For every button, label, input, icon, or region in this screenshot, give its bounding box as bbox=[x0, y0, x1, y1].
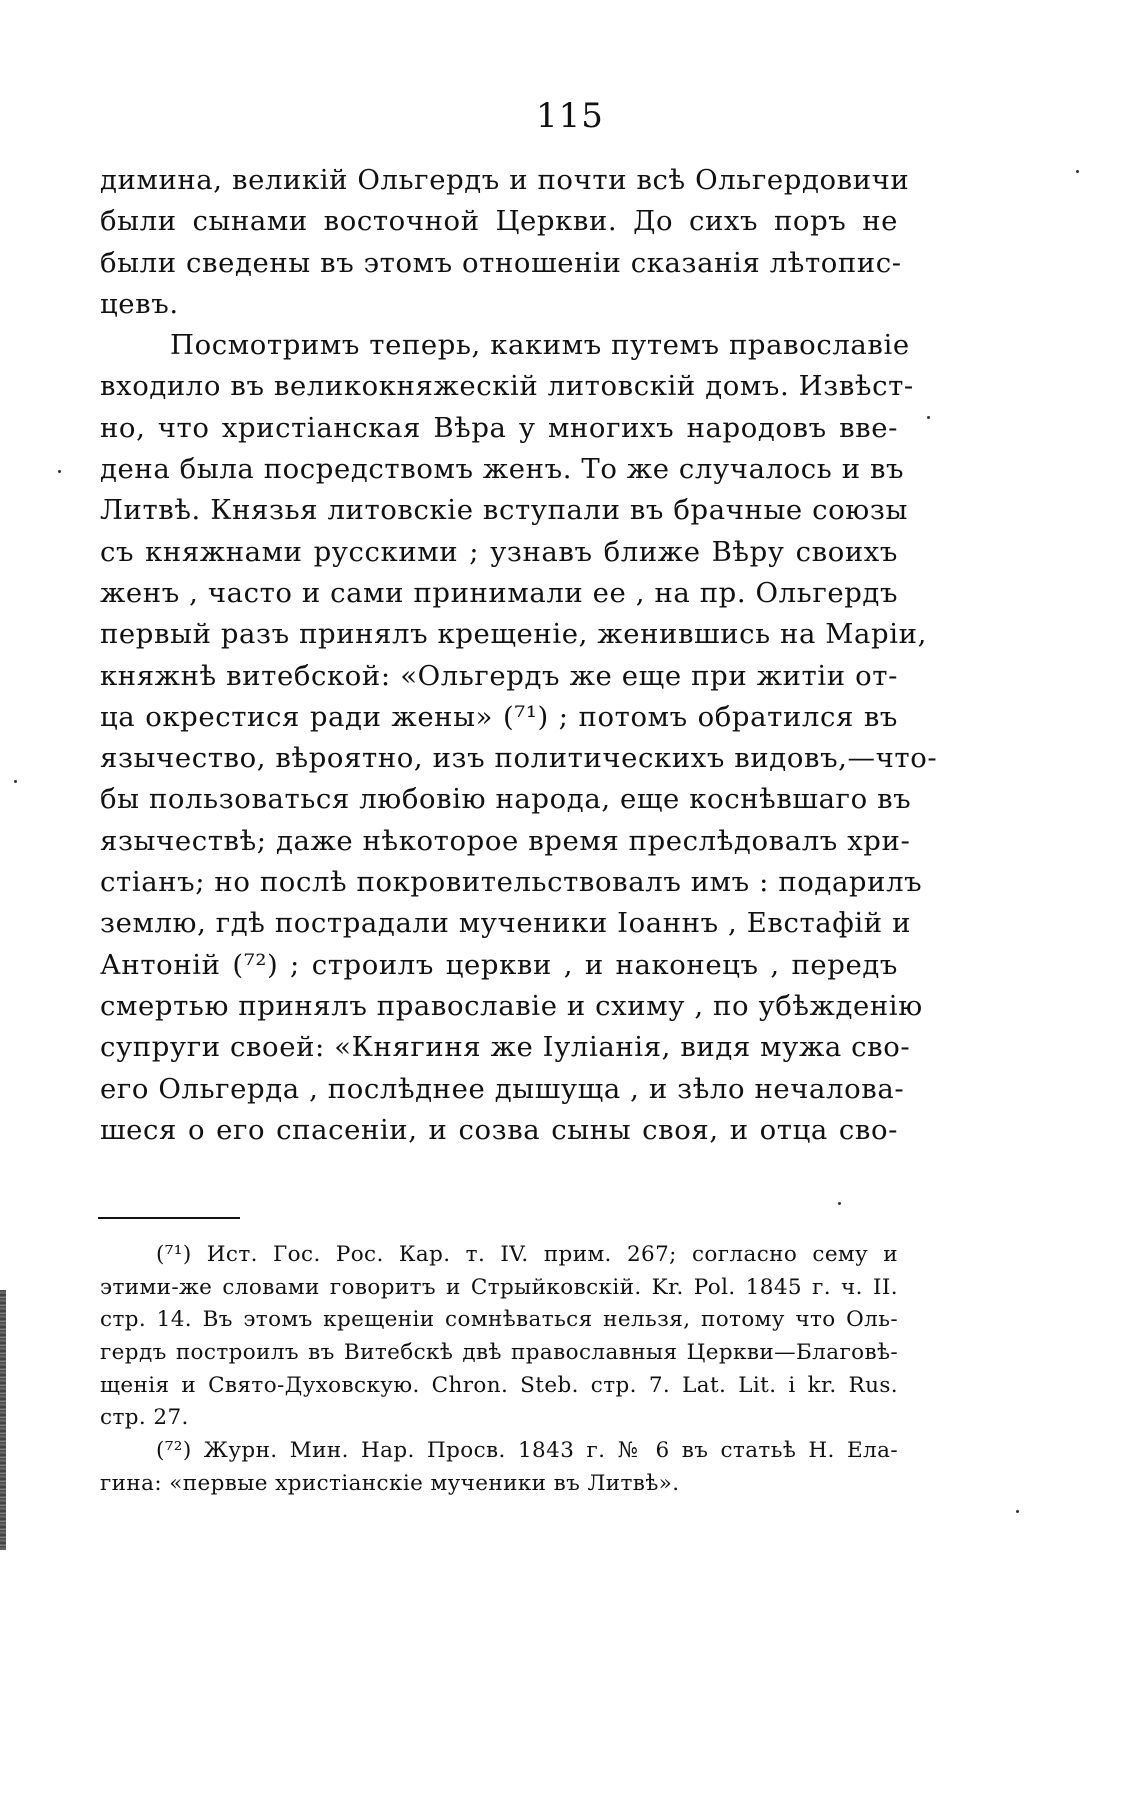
main-text bbox=[100, 160, 938, 1151]
text-line: княжнѣ витебской: «Ольгердъ же еще при житіи от- bbox=[100, 659, 898, 692]
scan-speck bbox=[58, 470, 61, 473]
scan-binding-edge bbox=[0, 1290, 6, 1550]
text-line: супруги своей: «Княгиня же Іуліанія, видя мужа сво- bbox=[100, 1031, 911, 1064]
text-line: язычествѣ; даже нѣкоторое время преслѣдовалъ хри- bbox=[100, 824, 911, 857]
text-line: землю, гдѣ пострадали мученики Іоаннъ , Евстафій и bbox=[100, 907, 912, 940]
footnote-line: гина: «первые христіанскіе мученики въ Литвѣ». bbox=[100, 1470, 680, 1496]
text-line: димина, великій Ольгердъ и почти всѣ Ольгердовичи bbox=[100, 164, 910, 196]
scan-speck bbox=[1016, 1510, 1019, 1513]
text-line: цевъ. bbox=[100, 287, 179, 320]
text-line: дена была посредствомъ женъ. То же случалось и въ bbox=[100, 453, 905, 486]
text-line: были сведены въ этомъ отношеніи сказанія лѣтопис- bbox=[100, 246, 902, 279]
text-line: шеся о его спасеніи, и созва сыны своя, и отца сво- bbox=[100, 1113, 898, 1146]
footnote-divider bbox=[98, 1217, 240, 1219]
text-line: Антоній (⁷²) ; строилъ церкви , и наконецъ , передъ bbox=[100, 948, 898, 981]
footnotes bbox=[100, 1239, 898, 1501]
text-line: бы пользоваться любовію народа, еще коснѣвшаго въ bbox=[100, 783, 912, 816]
text-line: Литвѣ. Князья литовскіе вступали въ брачные союзы bbox=[100, 494, 908, 527]
text-line: смертью принялъ православіе и схиму , по убѣжденію bbox=[100, 989, 923, 1022]
scan-speck bbox=[927, 416, 930, 419]
text-line: женъ , часто и сами принимали ее , на пр. Ольгердъ bbox=[100, 576, 899, 609]
footnote-line: (⁷¹) Ист. Гос. Рос. Кар. т. IV. прим. 267; согласно сему и bbox=[156, 1242, 898, 1267]
text-line: ца окрестися ради жены» (⁷¹) ; потомъ обратился въ bbox=[100, 700, 898, 733]
scan-speck bbox=[838, 1202, 841, 1205]
text-line: первый разъ принялъ крещеніе, женившись на Маріи, bbox=[100, 618, 927, 651]
footnote-line: стр. 14. Въ этомъ крещеніи сомнѣваться нельзя, потому что Оль- bbox=[100, 1307, 898, 1333]
footnote-line: (⁷²) Журн. Мин. Нар. Просв. 1843 г. № 6 въ статьѣ Н. Елa- bbox=[156, 1438, 898, 1464]
text-line: язычество, вѣроятно, изъ политическихъ видовъ,—что- bbox=[100, 742, 938, 775]
footnote-line: щенія и Свято-Духовскую. Chron. Steb. стр. 7. Lat. Lit. i kr. Rus. bbox=[100, 1372, 898, 1398]
footnote-line: этими-же словами говоритъ и Стрыйковскій. Kr. Pol. 1845 г. ч. II. bbox=[100, 1274, 898, 1300]
footnote-line: гердъ построилъ въ Витебскѣ двѣ православныя Церкви—Благовѣ- bbox=[100, 1340, 898, 1366]
text-line: его Ольгерда , послѣднее дышуща , и зѣло нечалова- bbox=[100, 1072, 905, 1105]
footnote-line: стр. 27. bbox=[100, 1405, 189, 1431]
text-line: стіанъ; но послѣ покровительствовалъ имъ : подарилъ bbox=[100, 866, 923, 899]
scan-speck bbox=[1076, 170, 1079, 173]
text-line: но, что христіанская Вѣра у многихъ народовъ вве- bbox=[100, 411, 898, 444]
text-line: Посмотримъ теперь, какимъ путемъ православіе bbox=[170, 329, 910, 362]
scan-speck bbox=[14, 780, 17, 783]
text-line: были сынами восточной Церкви. До сихъ поръ не bbox=[100, 205, 898, 238]
page-number: 115 bbox=[536, 96, 604, 136]
text-line: входило въ великокняжескій литовскій домъ. Извѣст- bbox=[100, 370, 914, 403]
text-line: съ княжнами русскими ; узнавъ ближе Вѣру своихъ bbox=[100, 535, 898, 568]
